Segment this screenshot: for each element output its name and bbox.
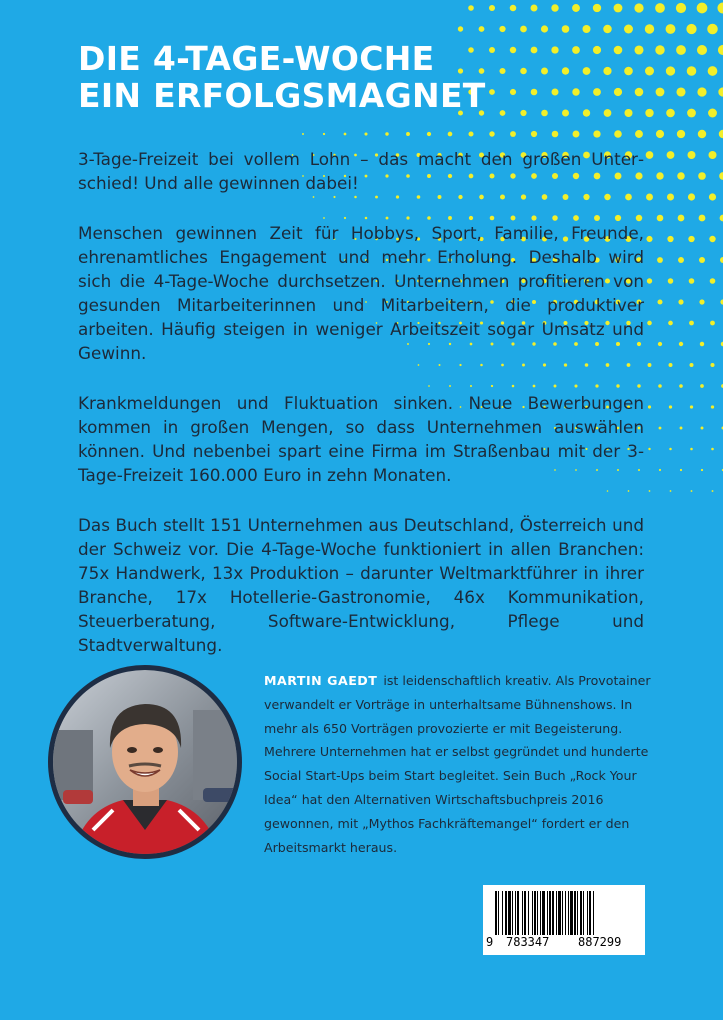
- barcode-bars: [493, 891, 635, 937]
- blurb-paragraph-4: Das Buch stellt 151 Unternehmen aus Deutschland, Österreich und der Schweiz vor. Die 4-Tage-Woche funktioniert in allen Branchen: 75x Handwerk, 13x Produktion – darunter Weltmarktführer in ihrer Branche, 17x Hotellerie-Gastronomie, 46x Kommunikation, Steuerberatung, Software-Entwicklung, Pflege und Stadtverwaltung.: [78, 515, 644, 655]
- author-portrait-illustration: [53, 670, 237, 854]
- author-name: MARTIN GAEDT: [264, 673, 378, 688]
- blurb-text: [78, 147, 644, 683]
- author-photo: [48, 665, 242, 859]
- title-line-1: DIE 4-TAGE-WOCHE: [78, 39, 435, 78]
- blurb-paragraph-1: 3-Tage-Freizeit bei vollem Lohn – das macht den großen Unterschied! Und alle gewinnen dabei!: [78, 149, 644, 193]
- isbn-barcode: [483, 885, 645, 955]
- barcode-digits-right: 887299: [578, 935, 622, 949]
- barcode-digits-left: 783347: [506, 935, 550, 949]
- author-bio-text: ist leidenschaftlich kreativ. Als Provotainer verwandelt er Vorträge in unterhaltsame Bühnenshows. In mehr als 650 Vorträgen provozierte er mit Begeisterung. Mehrere Unternehmen hat er selbst gegründet und hunderte Social Start-Ups beim Start begleitet. Sein Buch „Rock Your Idea“ hat den Alternativen Wirtschaftsbuchpreis 2016 gewonnen, mit „Mythos Fachkräftemangel“ fordert er den Arbeitsmarkt heraus.: [264, 673, 651, 855]
- book-title: [78, 40, 486, 114]
- title-line-2: EIN ERFOLGSMAGNET: [78, 76, 486, 115]
- blurb-paragraph-2: Menschen gewinnen Zeit für Hobbys, Sport, Familie, Freunde, ehrenamtliches Engagement und mehr Erholung. Deshalb wird sich die 4-Tage-Woche durchsetzen. Unternehmen profitieren von gesunden Mitarbeiterinnen und Mitarbeitern, die produktiver arbeiten. Häufig steigen in weniger Arbeitszeit sogar Umsatz und Gewinn.: [78, 223, 644, 363]
- blurb-paragraph-3: Krankmeldungen und Fluktuation sinken. Neue Bewerbungen kommen in großen Mengen, so dass Unternehmen auswählen können. Und nebenbei spart eine Firma im Straßenbau mit der 3-Tage-Freizeit 160.000 Euro in zehn Monaten.: [78, 393, 644, 485]
- barcode-digit-first: 9: [486, 935, 494, 949]
- author-bio: [264, 669, 664, 859]
